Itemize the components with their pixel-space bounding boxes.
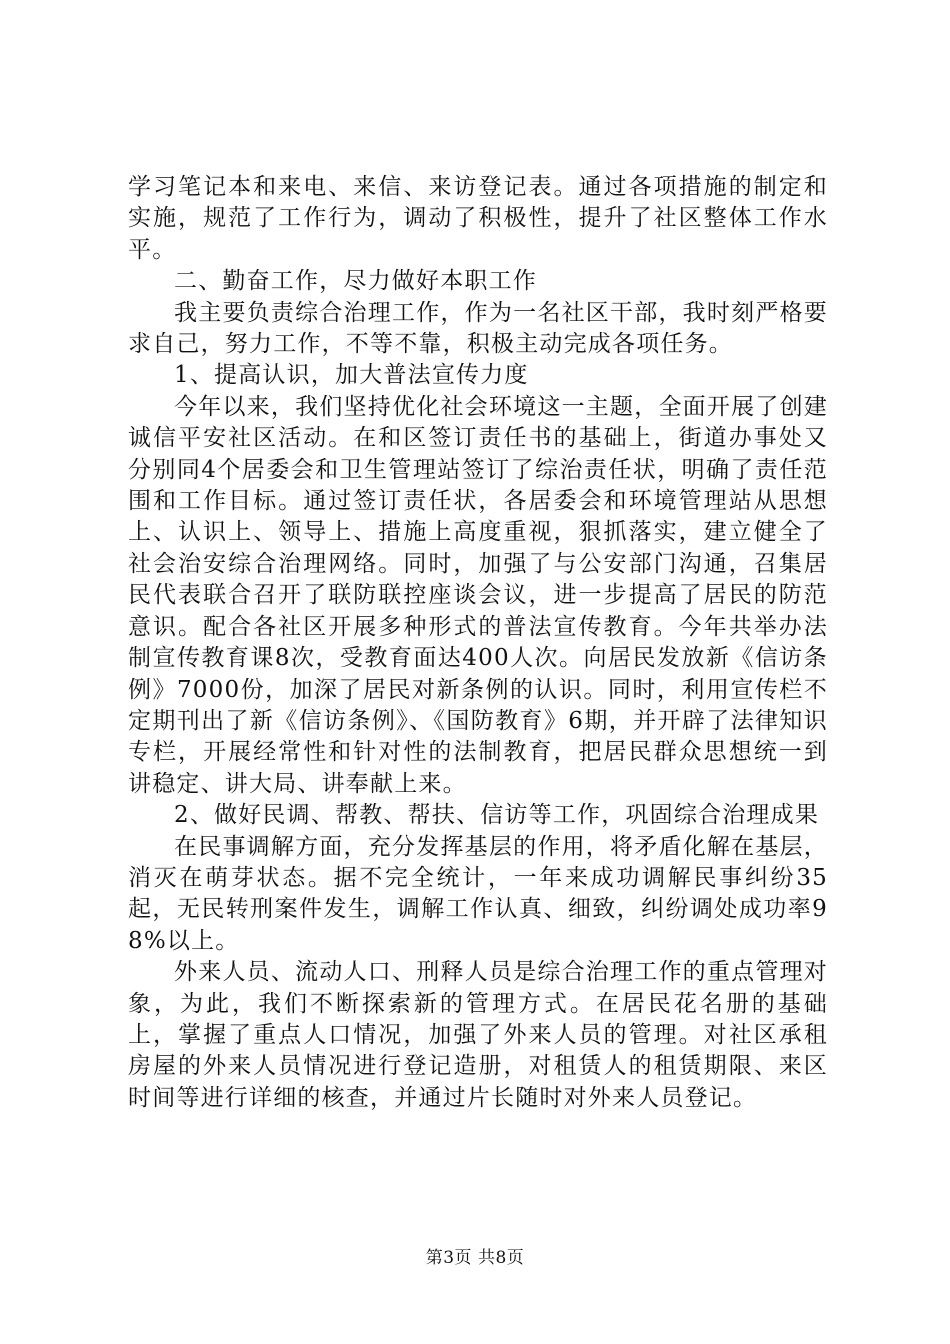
paragraph-responsibility: 我主要负责综合治理工作，作为一名社区干部，我时刻严格要求自己，努力工作，不等不靠，积极主动完成各项任务。 bbox=[128, 299, 828, 358]
paragraph-mediation: 在民事调解方面，充分发挥基层的作用，将矛盾化解在基层，消灭在萌芽状态。据不完全统计，一年来成功调解民事纠纷35起，无民转刑案件发生，调解工作认真、细致，纠纷调处成功率98%以上。 bbox=[128, 833, 828, 954]
paragraph-continuation: 学习笔记本和来电、来信、来访登记表。通过各项措施的制定和实施，规范了工作行为，调动了积极性，提升了社区整体工作水平。 bbox=[128, 174, 828, 263]
paragraph-legal-publicity: 今年以来，我们坚持优化社会环境这一主题，全面开展了创建诚信平安社区活动。在和区签订责任书的基础上，街道办事处又分别同4个居委会和卫生管理站签订了综治责任状，明确了责任范围和工作目标。通过签订责任状，各居委会和环境管理站从思想上、认识上、领导上、措施上高度重视，狠抓落实，建立健全了社会治安综合治理网络。同时，加强了与公安部门沟通，召集居民代表联合召开了联防联控座谈会议，进一步提高了居民的防范意识。配合各社区开展多种形式的普法宣传教育。今年共举办法制宣传教育课8次，受教育面达400人次。向居民发放新《信访条例》7000份，加深了居民对新条例的认识。同时，利用宣传栏不定期刊出了新《信访条例》、《国防教育》6期，并开辟了法律知识专栏，开展经常性和针对性的法制教育，把居民群众思想统一到讲稳定、讲大局、讲奉献上来。 bbox=[128, 393, 828, 797]
page-footer: 第3页 共8页 bbox=[425, 1248, 525, 1268]
paragraph-migrant-management: 外来人员、流动人口、刑释人员是综合治理工作的重点管理对象，为此，我们不断探索新的管理方式。在居民花名册的基础上，掌握了重点人口情况，加强了外来人员的管理。对社区承租房屋的外来人员情况进行登记造册，对租赁人的租赁期限、来区时间等进行详细的核查，并通过片长随时对外来人员登记。 bbox=[128, 959, 828, 1111]
document-body bbox=[128, 172, 828, 1114]
subheading-1: 1、提高认识，加大普法宣传力度 bbox=[174, 362, 529, 389]
section-heading-2: 二、勤奋工作，尽力做好本职工作 bbox=[174, 268, 537, 295]
subheading-2: 2、做好民调、帮教、帮扶、信访等工作，巩固综合治理成果 bbox=[174, 802, 820, 829]
